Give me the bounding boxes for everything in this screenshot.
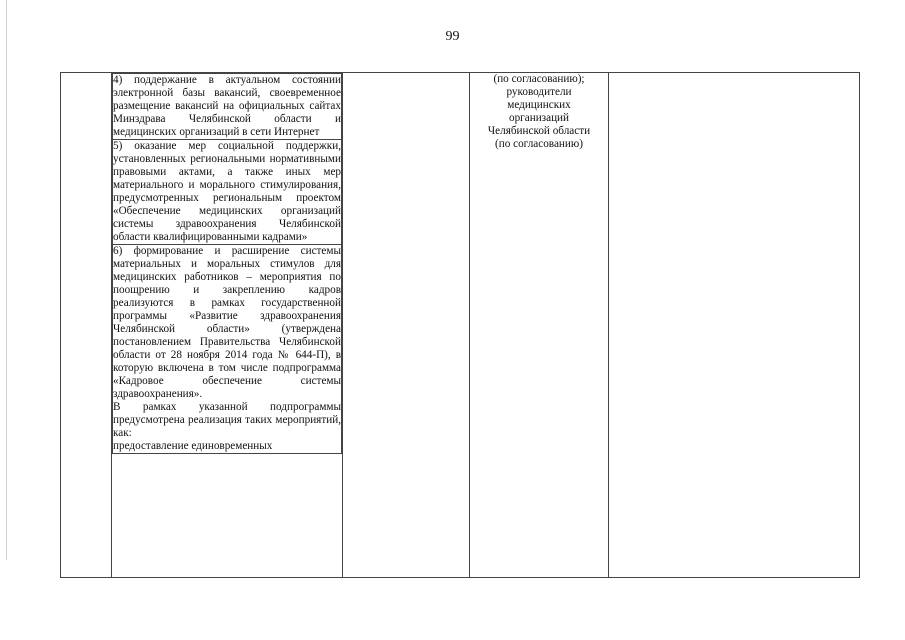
task-text: 4) поддержание в актуальном состоянии электронной базы вакансий, своевременное размещение вакансий на официальных сайтах Минздрава Челябинской области и медицинских организаций в сети Интернет <box>113 74 341 138</box>
responsible-line: Челябинской области <box>487 125 591 137</box>
task-text: 5) оказание мер социальной поддержки, установленных региональными нормативными правовыми актами, а также иных мер материального и морального стимулирования, предусмотренных региональным проектом «Обеспечение медицинских организаций системы здравоохранения Челябинской области квалифицированными кадрами» <box>113 140 341 243</box>
table-row <box>61 73 860 578</box>
task-text-extra: В рамках указанной подпрограммы предусмотрена реализация таких мероприятий, как: <box>113 401 341 439</box>
responsible-line: руководители <box>506 86 572 98</box>
responsible-line: (по согласованию); <box>493 73 585 85</box>
responsible-cell <box>470 73 609 578</box>
task-list <box>112 73 342 454</box>
task-cell <box>112 73 343 578</box>
page-number: 99 <box>445 29 460 44</box>
task-item-5 <box>113 140 342 245</box>
responsible-line: организаций <box>508 112 570 124</box>
task-text-extra: предоставление единовременных <box>113 440 273 452</box>
responsible-line: (по согласованию) <box>495 138 583 150</box>
task-item-6 <box>113 245 342 454</box>
result-cell <box>609 73 860 578</box>
task-text: 6) формирование и расширение системы материальных и моральных стимулов для медицинских работников – мероприятия по поощрению и закреплению кадров реализуются в рамках государственной программы «Развитие здравоохранения Челябинской области» (утверждена постановлением Правительства Челябинской области от 28 ноября 2014 года № 644-П), в которую включена в том числе подпрограмма «Кадровое обеспечение системы здравоохранения». <box>113 245 341 400</box>
task-text-block <box>113 245 342 454</box>
deadline-cell <box>343 73 470 578</box>
page-edge-line <box>6 0 7 560</box>
task-item-4 <box>113 74 342 140</box>
number-cell <box>61 73 112 578</box>
responsible-line: медицинских <box>507 99 571 111</box>
measures-table <box>60 72 860 578</box>
